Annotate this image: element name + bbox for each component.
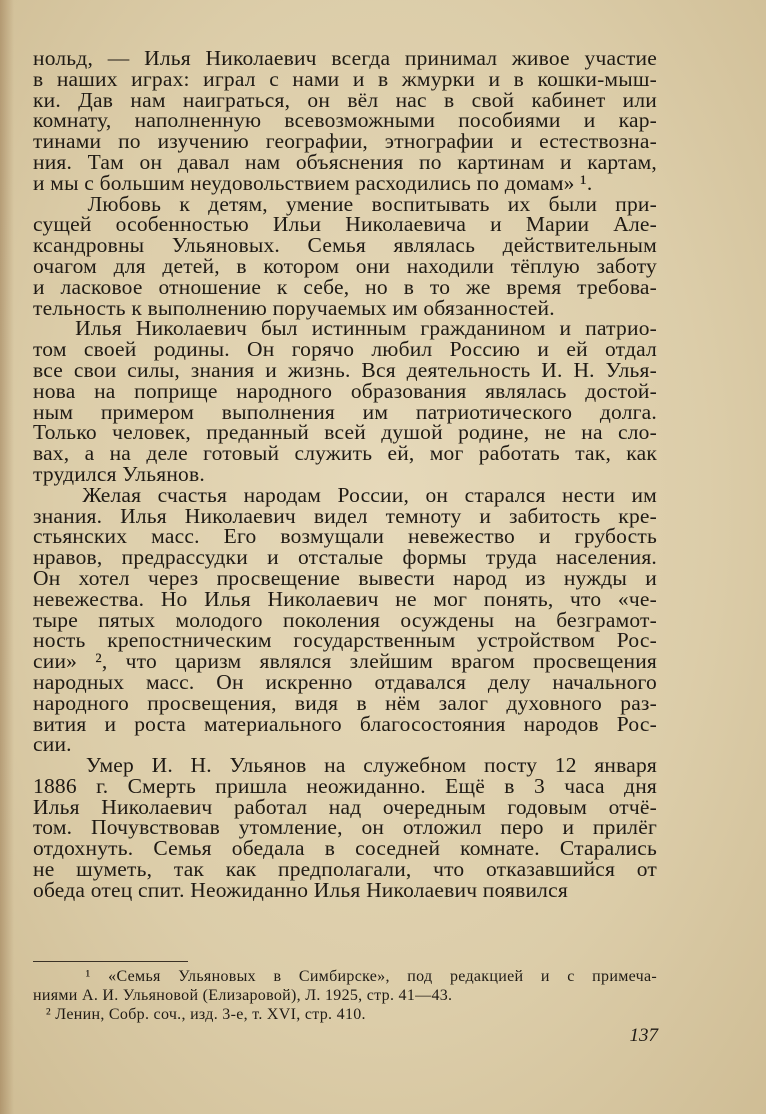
text-line: не шуметь, так как предполагали, что отказавшийся от [33,857,657,882]
text-line: сии. [33,732,72,757]
text-line: тельность к выполнению поручаемых им обязанностей. [33,295,555,320]
text-line: нравов, предрассудки и отсталые формы труда населения. [33,545,657,570]
text-line: сущей особенностью Ильи Николаевича и Марии Але- [33,212,657,237]
text-line: тинами по изучению географии, этнографии и естествозна- [33,129,657,154]
text-line: том. Почувствовав утомление, он отложил перо и прилёг [33,815,657,840]
text-line: невежества. Но Илья Николаевич не мог понять, что «че- [33,586,657,611]
text-line: Он хотел через просвещение вывести народ из нужды и [33,565,657,590]
text-line: ность крепостническим государственным устройством Рос- [33,628,657,653]
text-line: Илья Николаевич работал над очередным годовым отчё- [33,794,657,819]
text-line: вах, а на деле готовый служить ей, мог работать так, как [33,441,657,466]
text-line: комнату, наполненную всевозможными пособиями и кар- [33,108,657,133]
text-line: Желая счастья народам России, он старался нести им [33,482,657,507]
text-line: народного просвещения, видя в нём залог духовного раз- [33,690,657,715]
text-line: 1886 г. Смерть пришла неожиданно. Ещё в 3 часа дня [33,773,657,798]
text-line: тыре пятых молодого поколения осуждены на безграмот- [33,607,657,632]
text-line: Илья Николаевич был истинным гражданином и патрио- [33,316,657,341]
text-line: том своей родины. Он горячо любил Россию и ей отдал [33,337,657,362]
text-line: Умер И. Н. Ульянов на служебном посту 12 января [33,753,657,778]
text-line: очагом для детей, в котором они находили тёплую заботу [33,253,657,278]
footnotes [33,967,657,1024]
text-line: ки. Дав нам наиграться, он вёл нас в свой кабинет или [33,87,657,112]
text-line: в наших играх: играл с нами и в жмурки и в кошки-мыш- [33,66,657,91]
text-line: ния. Там он давал нам объяснения по картинам и картам, [33,149,657,174]
text-line: сии» ², что царизм являлся злейшим врагом просвещения [33,649,657,674]
text-line: трудился Ульянов. [33,461,205,486]
footnote-line: ² Ленин, Собр. соч., изд. 3-е, т. XVI, стр. 410. [33,1006,366,1023]
text-line: знания. Илья Николаевич видел темноту и забитость кре- [33,503,657,528]
text-line: Только человек, преданный всей душой родине, не на сло- [33,420,657,445]
text-line: ным примером выполнения им патриотического долга. [33,399,657,424]
text-line: нольд, — Илья Николаевич всегда принимал живое участие [33,46,657,70]
page-number: 137 [629,1025,658,1046]
text-line: нова на поприще народного образования являлась достой- [33,378,657,403]
text-line: стьянских масс. Его возмущали невежество и грубость [33,524,657,549]
footnote-divider [33,961,188,962]
footnote-line: ниями А. И. Ульяновой (Елизаровой), Л. 1925, стр. 41—43. [33,987,453,1004]
text-line: народных масс. Он искренно отдавался делу начального [33,669,657,694]
body-text [33,48,657,901]
footnote-line: ¹ «Семья Ульяновых в Симбирске», под редакцией и с примеча- [33,968,657,985]
text-line: и ласковое отношение к себе, но в то же время требова- [33,274,657,299]
text-line: отдохнуть. Семья обедала в соседней комнате. Старались [33,836,657,861]
text-line: ксандровны Ульяновых. Семья являлась действительным [33,233,657,258]
text-line: обеда отец спит. Неожиданно Илья Николаевич появился [33,877,568,902]
text-line: все свои силы, знания и жизнь. Вся деятельность И. Н. Улья- [33,357,657,382]
text-line: и мы с большим неудовольствием расходились по домам» ¹. [33,170,593,195]
text-line: Любовь к детям, умение воспитывать их были при- [33,191,657,216]
text-line: вития и роста материального благосостояния народов Рос- [33,711,657,736]
